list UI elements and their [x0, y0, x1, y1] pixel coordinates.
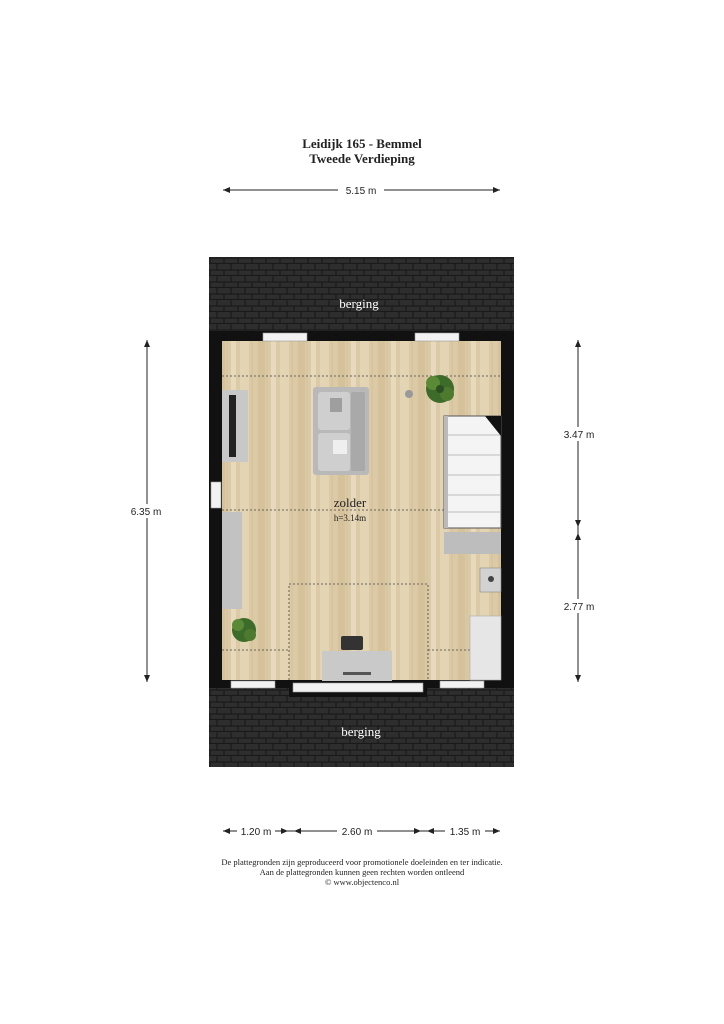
window-left: [211, 482, 221, 508]
window-bottom-right: [440, 681, 484, 688]
room-label-berging-top: berging: [339, 296, 379, 311]
right-upper-label: 3.47 m: [563, 430, 595, 441]
dormer-window: [293, 683, 423, 692]
window-top-right: [415, 333, 459, 341]
left-height-label: 6.35 m: [130, 507, 162, 518]
right-dimension: [560, 340, 600, 682]
disclaimer-line-1: De plattegronden zijn geproduceerd voor promotionele doeleinden en ter indicatie.: [221, 857, 503, 867]
counter: [444, 532, 501, 554]
bottom-dimension: [223, 824, 500, 838]
window-bottom-left: [231, 681, 275, 688]
room-label-berging-bottom: berging: [341, 724, 381, 739]
top-dimension: [223, 183, 500, 197]
room-label-zolder: zolder: [333, 495, 367, 510]
stove-icon: [480, 568, 501, 592]
top-width-label: 5.15 m: [345, 186, 377, 197]
room-height-label: h=3.14m: [333, 513, 367, 523]
plan-subtitle: Tweede Verdieping: [309, 151, 415, 166]
right-cabinet: [470, 616, 501, 680]
staircase: [444, 416, 501, 528]
chair: [341, 636, 363, 650]
plant-icon: [232, 618, 256, 642]
tv-unit: [222, 390, 248, 462]
bottom-left-label: 1.20 m: [240, 827, 272, 838]
left-cabinet: [222, 512, 242, 609]
plan-title: Leidijk 165 - Bemmel: [302, 136, 422, 151]
left-dimension: [126, 340, 166, 682]
bottom-mid-label: 2.60 m: [341, 827, 373, 838]
bottom-right-label: 1.35 m: [449, 827, 481, 838]
side-table: [405, 390, 413, 398]
disclaimer-line-3: © www.objectenco.nl: [324, 877, 400, 887]
sofa: [313, 387, 369, 475]
window-top-left: [263, 333, 307, 341]
right-lower-label: 2.77 m: [563, 602, 595, 613]
plant-icon: [426, 375, 454, 403]
disclaimer-line-2: Aan de plattegronden kunnen geen rechten worden ontleend: [259, 867, 465, 877]
